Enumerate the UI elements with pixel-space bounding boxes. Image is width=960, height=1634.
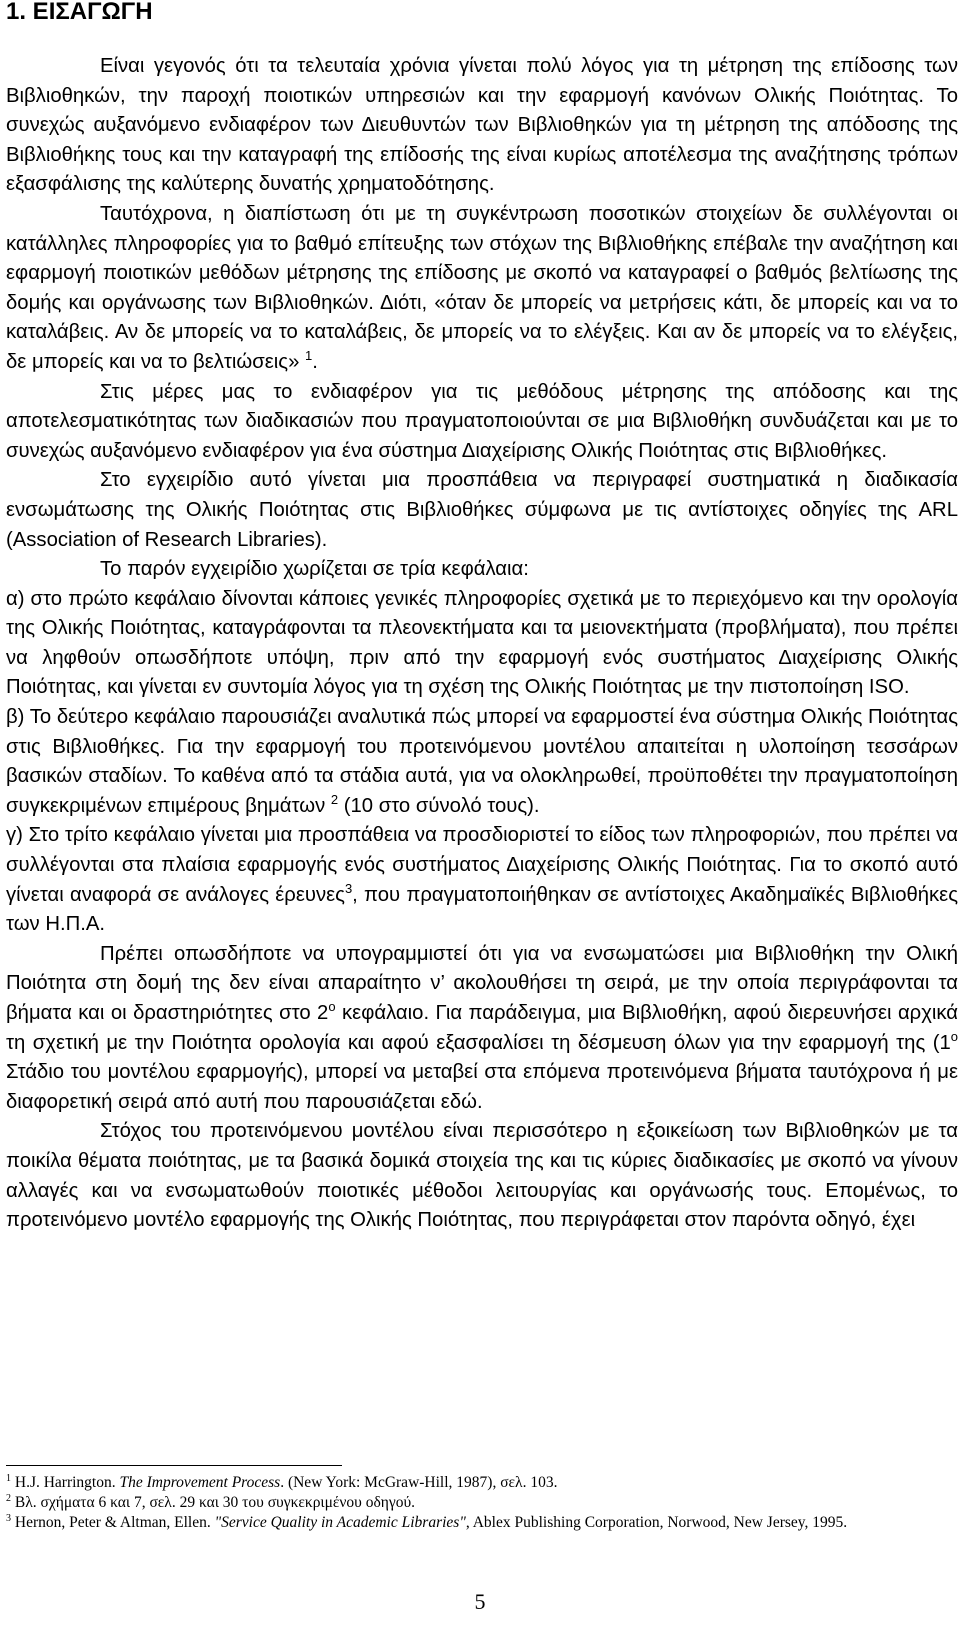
footnote-ref: 3 [344, 880, 353, 896]
footnote [6, 1473, 954, 1493]
italic-text: The Improvement Process [119, 1474, 281, 1491]
text-run: Ταυτόχρονα, η διαπίστωση ότι με τη συγκέντρωση ποσοτικών στοιχείων δε συλλέγονται οι κατάλληλες πληροφορίες για το βαθμό επίτευξης των στόχων της Βιβλιοθήκης επέβαλε την αναζήτηση και εφαρμογή ποιοτικών μεθόδων μέτρησης της επίδοσης με σκοπό να καταγραφεί ο βαθμός βελτίωσης της δομής και οργάνωσης των Βιβλιοθηκών. Διότι, «όταν δε μπορείς να μετρήσεις κάτι, δε μπορείς και να το καταλάβεις. Αν δε μπορείς να το καταλάβεις, δε μπορείς να το ελέγξεις. Και αν δε μπορείς να το ελέγξεις, δε μπορείς και να το βελτιώσεις» [6, 202, 958, 373]
section-heading: 1. ΕΙΣΑΓΩΓΗ [6, 0, 153, 25]
footnote-number: 1 [6, 1472, 11, 1484]
paragraph [6, 585, 958, 703]
text-run: Βλ. σχήματα 6 και 7, σελ. 29 και 30 του συγκεκριμένου οδηγού. [11, 1494, 416, 1511]
text-run: κεφάλαιο. Για παράδειγμα, μια Βιβλιοθήκη, αφού διερευνήσει αρχικά τη σχετική με την Ποιότητα ορολογία και αφού εξασφαλίσει τη δέσμευση όλων για την εφαρμογή της (1 [6, 1002, 958, 1054]
paragraph [6, 555, 958, 585]
text-run: Είναι γεγονός ότι τα τελευταία χρόνια γίνεται πολύ λόγος για τη μέτρηση της επίδοσης των Βιβλιοθηκών, την παροχή ποιοτικών υπηρεσιών και την εφαρμογή κανόνων Ολικής Ποιότητας. Το συνεχώς αυξανόμενο ενδιαφέρον των Διευθυντών των Βιβλιοθηκών για τη μέτρηση της απόδοσης της Βιβλιοθήκης τους και την καταγραφή της επίδοσής της είναι κυρίως αποτέλεσμα της αναζήτησης τρόπων εξασφάλισης της καλύτερης δυνατής χρηματοδότησης. [6, 55, 958, 196]
footnote-ref: ο [328, 999, 336, 1015]
footnote-ref: 1 [304, 348, 313, 364]
text-run: Στο εγχειρίδιο αυτό γίνεται μια προσπάθεια να περιγραφεί συστηματικά η διαδικασία ενσωμάτωσης της Ολικής Ποιότητας στις Βιβλιοθήκες σύμφωνα με τις αντίστοιχες οδηγίες της ARL (Association of Research Libraries). [6, 469, 958, 551]
text-run: Το παρόν εγχειρίδιο χωρίζεται σε τρία κεφάλαια: [100, 558, 529, 581]
paragraph [6, 821, 958, 939]
text-run: H.J. Harrington. [11, 1474, 120, 1491]
footnote-ref: 2 [330, 792, 339, 808]
text-run: Στάδιο του μοντέλου εφαρμογής), μπορεί να μεταβεί στα επόμενα προτεινόμενα βήματα ταυτόχρονα ή με διαφορετική σειρά από αυτή που παρουσιάζεται εδώ. [6, 1061, 958, 1113]
text-run: Hernon, Peter & Altman, Ellen. [11, 1514, 215, 1531]
footnote-separator [6, 1465, 342, 1466]
paragraph [6, 378, 958, 467]
text-run: Στις μέρες μας το ενδιαφέρον για τις μεθόδους μέτρησης της απόδοσης και της αποτελεσματικότητας των διαδικασιών που πραγματοποιούνται σε μια Βιβλιοθήκη συνδυάζεται και με το συνεχώς αυξανόμενο ενδιαφέρον για ένα σύστημα Διαχείρισης Ολικής Ποιότητας στις Βιβλιοθήκες. [6, 380, 958, 462]
paragraph [6, 703, 958, 821]
footnote-number: 2 [6, 1492, 11, 1504]
text-run: β) Το δεύτερο κεφάλαιο παρουσιάζει αναλυτικά πώς μπορεί να εφαρμοστεί ένα σύστημα Ολικής Ποιότητας στις Βιβλιοθήκες. Για την εφαρμογή του προτεινόμενου μοντέλου απαιτείται η υλοποίηση τεσσάρων βασικών σταδίων. Το καθένα από τα στάδια αυτά, για να ολοκληρωθεί, προϋποθέτει την πραγματοποίηση συγκεκριμένων επιμέρους βημάτων [6, 706, 958, 817]
footnotes [6, 1473, 954, 1533]
paragraph [6, 940, 958, 1118]
text-run: , που πραγματοποιήθηκαν σε αντίστοιχες Ακαδημαϊκές Βιβλιοθήκες των Η.Π.Α. [6, 883, 958, 936]
paragraph [6, 200, 958, 378]
footnote [6, 1513, 954, 1533]
text-run: , Ablex Publishing Corporation, Norwood, New Jersey, 1995. [465, 1514, 848, 1531]
footnote [6, 1493, 954, 1513]
text-run: γ) Στο τρίτο κεφάλαιο γίνεται μια προσπάθεια να προσδιοριστεί το είδος των πληροφοριών, που πρέπει να συλλέγονται στα πλαίσια εφαρμογής ενός συστήματος Διαχείρισης Ολικής Ποιότητας. Για το σκοπό αυτό γίνεται αναφορά σε ανάλογες έρευνες [6, 824, 958, 906]
text-run: Πρέπει οπωσδήποτε να υπογραμμιστεί ότι για να ενσωματώσει μια Βιβλιοθήκη την Ολική Ποιότητα στη δομή της δεν είναι απαραίτητο ν’ ακολουθήσει τη σειρά, με την οποία περιγράφονται τα βήματα και οι δραστηριότητες στο 2 [6, 942, 958, 1024]
text-run: Στόχος του προτεινόμενου μοντέλου είναι περισσότερο η εξοικείωση των Βιβλιοθηκών με τα ποικίλα θέματα ποιότητας, με τα βασικά δομικά στοιχεία της και τις κύριες διαδικασίες με σκοπό να γίνουν αλλαγές και να ενσωματωθούν ποιοτικές μέθοδοι λειτουργίας και οργάνωσής τους. Επομένως, το προτεινόμενο μοντέλο εφαρμογής της Ολικής Ποιότητας, που περιγράφεται στον παρόντα οδηγό, έχει [6, 1120, 958, 1232]
paragraph [6, 466, 958, 555]
italic-text: "Service Quality in Academic Libraries" [214, 1514, 466, 1531]
text-run: . [312, 350, 318, 373]
page-number: 5 [474, 1589, 486, 1614]
text-run: (10 στο σύνολό τους). [338, 794, 540, 817]
text-run: α) στο πρώτο κεφάλαιο δίνονται κάποιες γενικές πληροφορίες σχετικά με το περιεχόμενο και την ορολογία της Ολικής Ποιότητας, καταγράφονται τα πλεονεκτήματα και τα μειονεκτήματα (προβλήματα), που πρέπει να ληφθούν οπωσδήποτε υπόψη, πριν από την εφαρμογή ενός συστήματος Διαχείρισης Ολικής Ποιότητας, και γίνεται εν συντομία λόγος για τη σχέση της Ολικής Ποιότητας με την πιστοποίηση ISO. [6, 587, 958, 699]
paragraph [6, 1117, 958, 1235]
footnote-ref: ο [950, 1028, 958, 1044]
paragraph [6, 52, 958, 200]
text-run: . (New York: McGraw-Hill, 1987), σελ. 103. [280, 1474, 558, 1491]
footnote-number: 3 [6, 1512, 11, 1524]
body-text [6, 52, 958, 1236]
